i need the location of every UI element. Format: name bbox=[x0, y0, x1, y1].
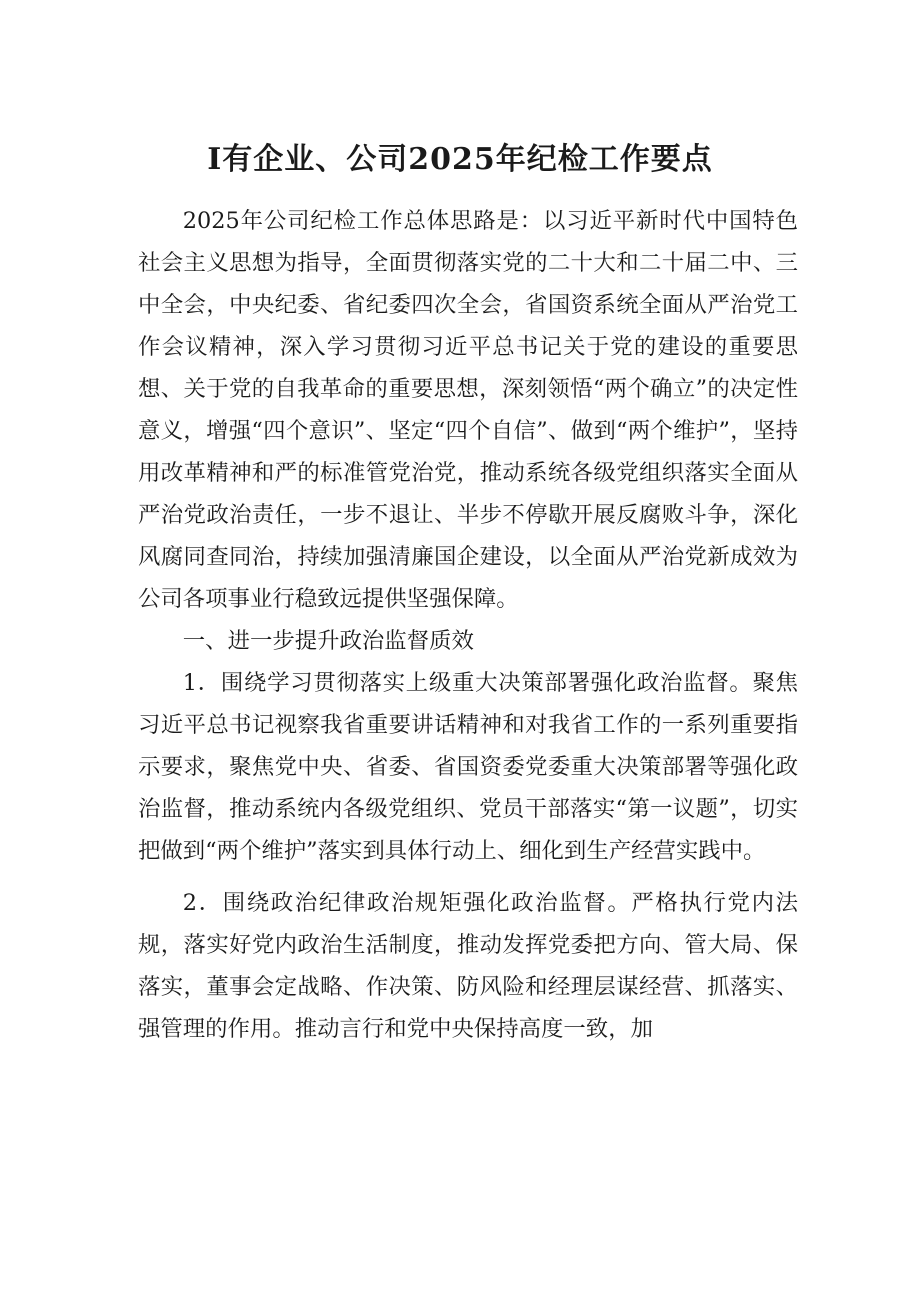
paragraph-overview: 2025年公司纪检工作总体思路是：以习近平新时代中国特色社会主义思想为指导，全面贯彻落实党的二十大和二十届二中、三中全会，中央纪委、省纪委四次全会，省国资系统全面从严治党工作会议精神，深入学习贯彻习近平总书记关于党的建设的重要思想、关于党的自我革命的重要思想，深刻领悟“两个确立”的决定性意义，增强“四个意识”、坚定“四个自信”、做到“两个维护”，坚持用改革精神和严的标准管党治党，推动系统各级党组织落实全面从严治党政治责任，一步不退让、半步不停歇开展反腐败斗争，深化风腐同查同治，持续加强清廉国企建设，以全面从严治党新成效为公司各项事业行稳致远提供坚强保障。 bbox=[138, 208, 798, 612]
document-title: I有企业、公司2025年纪检工作要点 bbox=[207, 142, 713, 177]
paragraph-item-2: 2．围绕政治纪律政治规矩强化政治监督。严格执行党内法规，落实好党内政治生活制度，推动发挥党委把方向、管大局、保落实，董事会定战略、作决策、防风险和经理层谋经营、抓落实、强管理的作用。推动言行和党中央保持高度一致，加 bbox=[138, 890, 798, 1042]
section-heading: 一、进一步提升政治监督质效 bbox=[182, 628, 474, 654]
document-body bbox=[138, 200, 798, 1050]
paragraph-item-1: 1．围绕学习贯彻落实上级重大决策部署强化政治监督。聚焦习近平总书记视察我省重要讲话精神和对我省工作的一系列重要指示要求，聚焦党中央、省委、省国资委党委重大决策部署等强化政治监督，推动系统内各级党组织、党员干部落实“第一议题”，切实把做到“两个维护”落实到具体行动上、细化到生产经营实践中。 bbox=[138, 670, 798, 864]
